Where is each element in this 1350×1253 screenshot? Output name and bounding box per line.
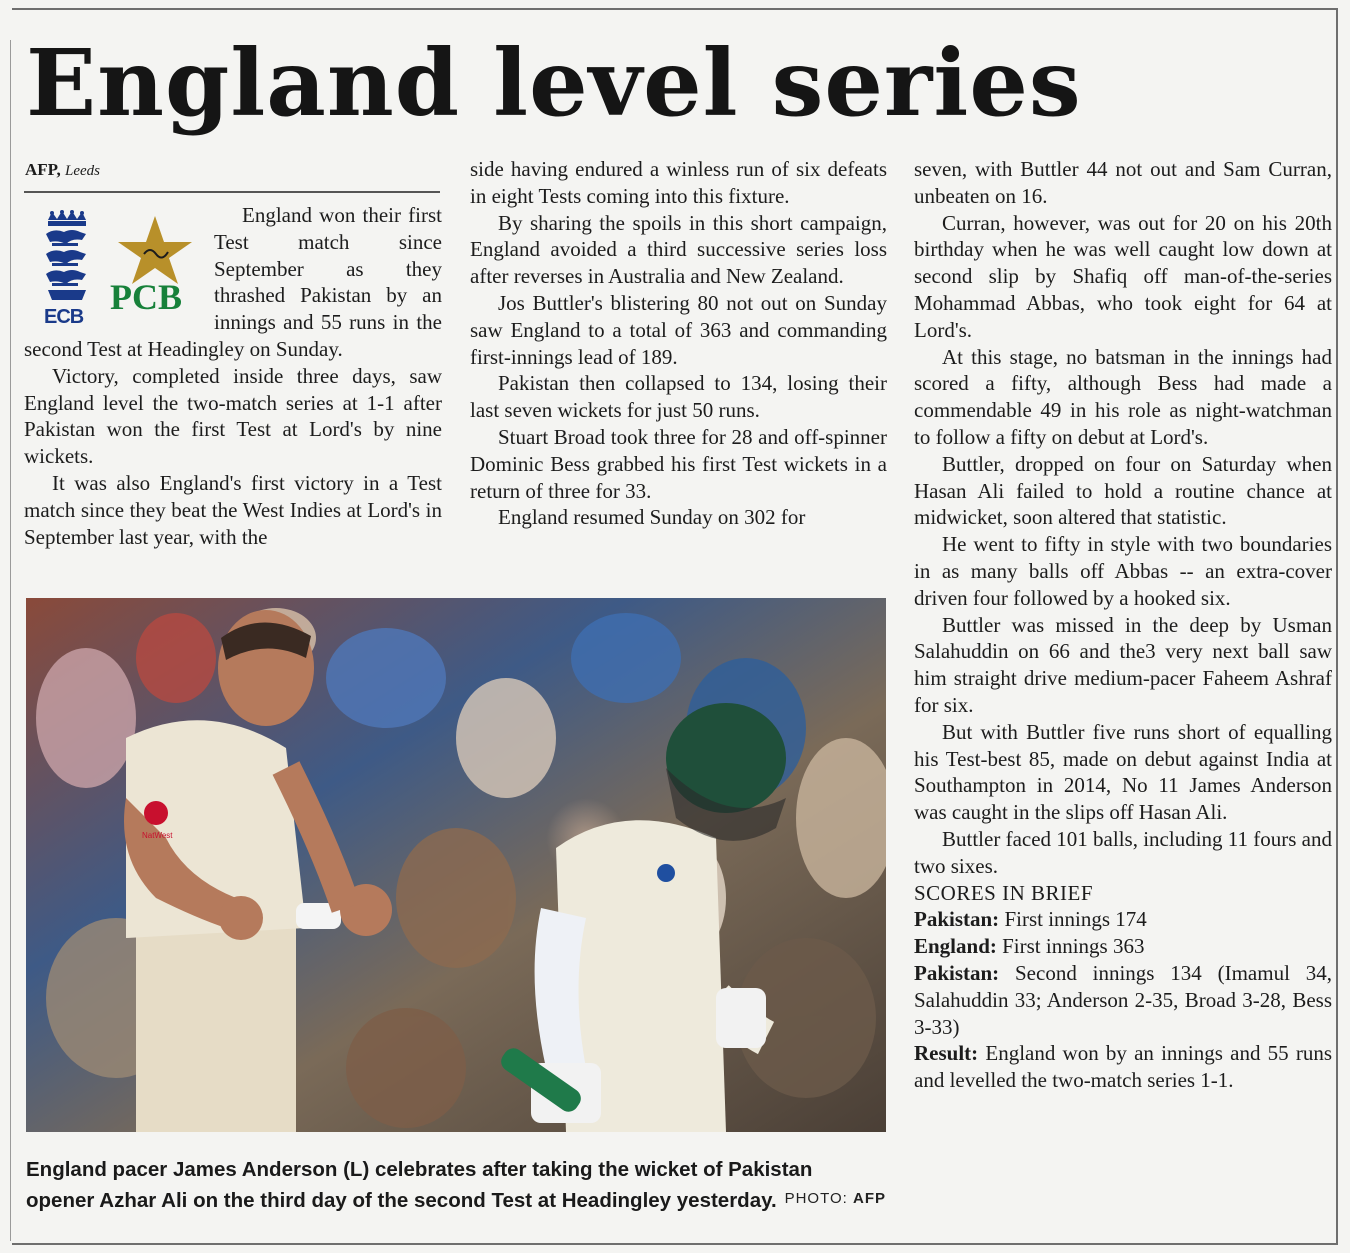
score-line-3 [914, 960, 1332, 1040]
article-column-3 [914, 156, 1332, 1094]
ecb-label: ECB [44, 306, 84, 328]
dateline-rule [24, 191, 440, 193]
bottom-rule [12, 1243, 1338, 1245]
paragraph: Buttler faced 101 balls, including 11 fours and two sixes. [914, 826, 1332, 878]
paragraph: By sharing the spoils in this short campaign, England avoided a third successive series loss after reverses in Australia and New Zealand. [470, 210, 887, 289]
top-rule [12, 8, 1338, 10]
score-label: Pakistan: [914, 960, 1000, 985]
score-text: First innings 174 [999, 907, 1147, 932]
score-text: Second innings 134 (Imamul 34, Salahuddin 33; Anderson 2-35, Broad 3-28, Bess 3-33) [914, 960, 1332, 1039]
paragraph: Curran, however, was out for 20 on his 20th birthday when he was well caught low down at second slip by Shafiq off man-of-the-series Mohammad Abbas, who took eight for 64 at Lord's. [914, 210, 1332, 342]
score-label: Pakistan: [914, 907, 1000, 932]
paragraph: side having endured a winless run of six defeats in eight Tests coming into this fixture. [470, 157, 887, 208]
paragraph: But with Buttler five runs short of equalling his Test-best 85, made on debut against India at Southampton in 2014, No 11 James Anderson was caught in the slips off Hasan Ali. [914, 719, 1332, 825]
paragraph: It was also England's first victory in a Test match since they beat the West Indies at Lord's in September last year, with the [24, 470, 442, 549]
score-line-1 [914, 906, 1332, 933]
score-label: England: [914, 934, 997, 959]
paragraph: seven, with Buttler 44 not out and Sam Curran, unbeaten on 16. [914, 157, 1332, 208]
match-photo [26, 598, 886, 1132]
paragraph: Pakistan then collapsed to 134, losing their last seven wickets for just 50 runs. [470, 371, 887, 423]
photo-credit-label: PHOTO: [784, 1190, 848, 1207]
paragraph: At this stage, no batsman in the innings had scored a fifty, although Bess had made a commendable 49 in his role as night-watchman to follow a fifty on debut at Lord's. [914, 344, 1332, 449]
headline: England level series [26, 29, 1082, 137]
paragraph: Buttler, dropped on four on Saturday when Hasan Ali failed to hold a routine chance at midwicket, soon altered that statistic. [914, 451, 1332, 530]
paragraph: He went to fifty in style with two boundaries in as many balls off Abbas -- an extra-cover driven four followed by a hooked six. [914, 532, 1332, 610]
pcb-label: PCB [110, 277, 182, 317]
dateline [25, 160, 100, 180]
score-line-4 [914, 1040, 1332, 1094]
dateline-agency: AFP, [25, 160, 61, 179]
score-line-2 [914, 933, 1332, 960]
photo-credit [785, 1190, 886, 1207]
score-label: Result: [914, 1041, 979, 1066]
score-text: First innings 363 [996, 934, 1145, 959]
scores-heading: SCORES IN BRIEF [914, 880, 1094, 905]
article-column-2 [470, 156, 887, 531]
paragraph: England won their first Test match since September as they thrashed Pakistan by an innings and 55 runs in the second Test at Headingley on Sunday. [24, 203, 442, 361]
paragraph: Buttler was missed in the deep by Usman Salahuddin on 66 and the3 very next ball saw him straight drive medium-pacer Faheem Ashraf for six. [914, 612, 1332, 717]
right-rule [1336, 8, 1338, 1245]
sponsor-label: NatWest [142, 831, 173, 840]
article-column-1 [24, 202, 442, 550]
paragraph: Stuart Broad took three for 28 and off-spinner Dominic Bess grabbed his first Test wickets in a return of three for 33. [470, 424, 887, 503]
paragraph: Victory, completed inside three days, saw England level the two-match series at 1-1 after Pakistan won the first Test at Lord's by nine wickets. [24, 363, 442, 469]
photo-credit-source: AFP [853, 1190, 886, 1207]
dateline-place: Leeds [65, 163, 100, 179]
photo-caption: England pacer James Anderson (L) celebrates after taking the wicket of Pakistan opener Azhar Ali on the third day of the second Test at Headingley yesterday. [26, 1158, 813, 1212]
score-text: England won by an innings and 55 runs and levelled the two-match series 1-1. [914, 1041, 1332, 1093]
board-logos [24, 208, 210, 326]
left-rule [10, 40, 11, 1241]
cricket-photo-illustration [26, 598, 886, 1132]
paragraph: England resumed Sunday on 302 for [498, 505, 806, 530]
paragraph: Jos Buttler's blistering 80 not out on Sunday saw England to a total of 363 and commanding first-innings lead of 189. [470, 290, 887, 369]
